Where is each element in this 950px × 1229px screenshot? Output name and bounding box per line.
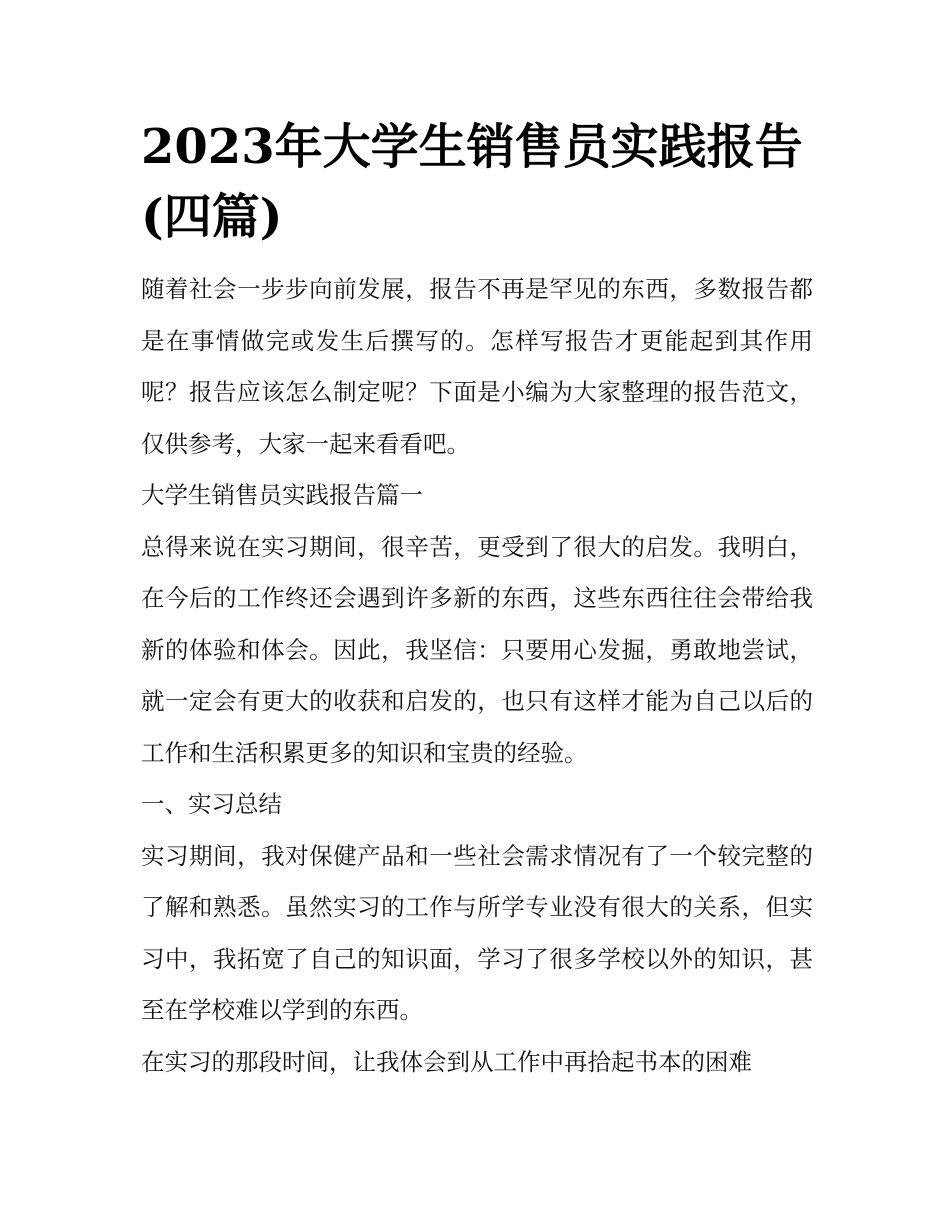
document-title: 2023年大学生销售员实践报告(四篇) [141, 119, 803, 245]
document-body [141, 264, 813, 1088]
intro-paragraph: 随着社会一步步向前发展，报告不再是罕见的东西，多数报告都是在事情做完或发生后撰写的。怎样写报告才更能起到其作用呢？报告应该怎么制定呢？下面是小编为大家整理的报告范文，仅供参考，大家一起来看看吧。 [141, 275, 813, 458]
document-page [141, 112, 813, 1088]
section-heading-part-one: 大学生销售员实践报告篇一 [141, 481, 423, 509]
body-paragraph: 在实习的那段时间，让我体会到从工作中再拾起书本的困难 [141, 1047, 752, 1076]
body-paragraph: 实习期间，我对保健产品和一些社会需求情况有了一个较完整的了解和熟悉。虽然实习的工作与所学专业没有很大的关系，但实习中，我拓宽了自己的知识面，学习了很多学校以外的知识，甚至在学校难以学到的东西。 [141, 841, 813, 1024]
body-paragraph: 总得来说在实习期间，很辛苦，更受到了很大的启发。我明白，在今后的工作终还会遇到许多新的东西，这些东西往往会带给我新的体验和体会。因此，我坚信：只要用心发掘，勇敢地尝试，就一定会有更大的收获和启发的，也只有这样才能为自己以后的工作和生活积累更多的知识和宝贵的经验。 [141, 532, 813, 767]
section-heading-summary: 一、实习总结 [141, 790, 282, 818]
